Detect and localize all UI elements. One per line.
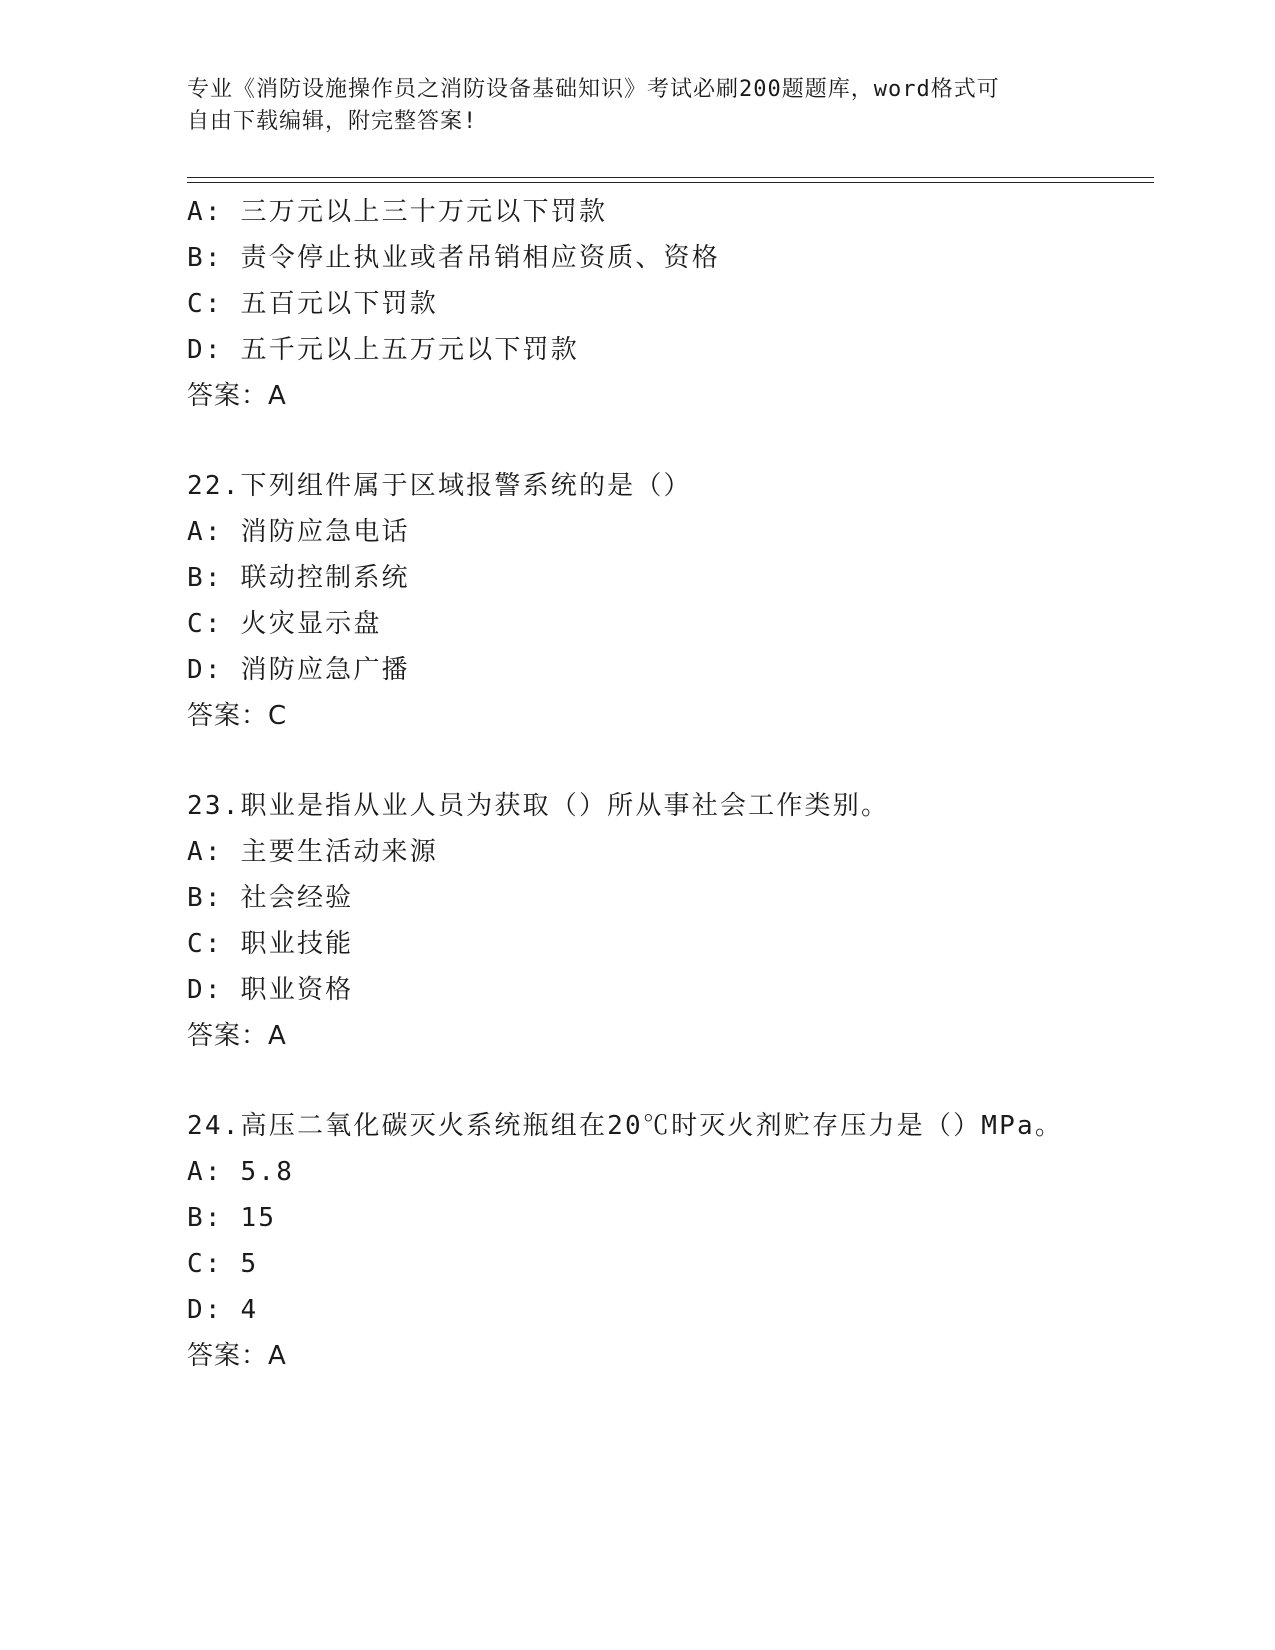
header-line-1: 专业《消防设施操作员之消防设备基础知识》考试必刷200题题库，word格式可 (187, 77, 1000, 102)
answer: 答案：A (187, 1021, 287, 1051)
question-24 (187, 1103, 1147, 1379)
option-b: B: 责令停止执业或者吊销相应资质、资格 (187, 243, 720, 273)
option-c: C: 5 (187, 1249, 259, 1279)
question-22 (187, 463, 1147, 739)
option-d: D: 职业资格 (187, 975, 354, 1005)
option-a: A: 5.8 (187, 1157, 295, 1187)
spacer (187, 419, 1147, 463)
option-b: B: 联动控制系统 (187, 563, 410, 593)
question-23 (187, 783, 1147, 1059)
option-d: D: 五千元以上五万元以下罚款 (187, 335, 579, 365)
option-a: A: 消防应急电话 (187, 517, 410, 547)
option-b: B: 社会经验 (187, 883, 354, 913)
answer: 答案：A (187, 1341, 287, 1371)
option-c: C: 五百元以下罚款 (187, 289, 438, 319)
question-list (187, 189, 1147, 1379)
option-a: A: 三万元以上三十万元以下罚款 (187, 197, 608, 227)
question-21-continued (187, 189, 1147, 419)
question-stem: 22.下列组件属于区域报警系统的是（） (187, 471, 692, 501)
spacer (187, 1059, 1147, 1103)
answer: 答案：C (187, 701, 288, 731)
spacer (187, 739, 1147, 783)
option-d: D: 消防应急广播 (187, 655, 410, 685)
header-line-2: 自由下载编辑，附完整答案! (187, 109, 478, 134)
header-double-rule (187, 177, 1154, 183)
answer: 答案：A (187, 381, 287, 411)
option-c: C: 火灾显示盘 (187, 609, 382, 639)
question-stem: 23.职业是指从业人员为获取（）所从事社会工作类别。 (187, 791, 890, 821)
option-d: D: 4 (187, 1295, 259, 1325)
option-b: B: 15 (187, 1203, 277, 1233)
document-header (187, 74, 1067, 138)
option-c: C: 职业技能 (187, 929, 354, 959)
question-stem: 24.高压二氧化碳灭火系统瓶组在20℃时灭火剂贮存压力是（）MPa。 (187, 1111, 1064, 1141)
option-a: A: 主要生活动来源 (187, 837, 438, 867)
